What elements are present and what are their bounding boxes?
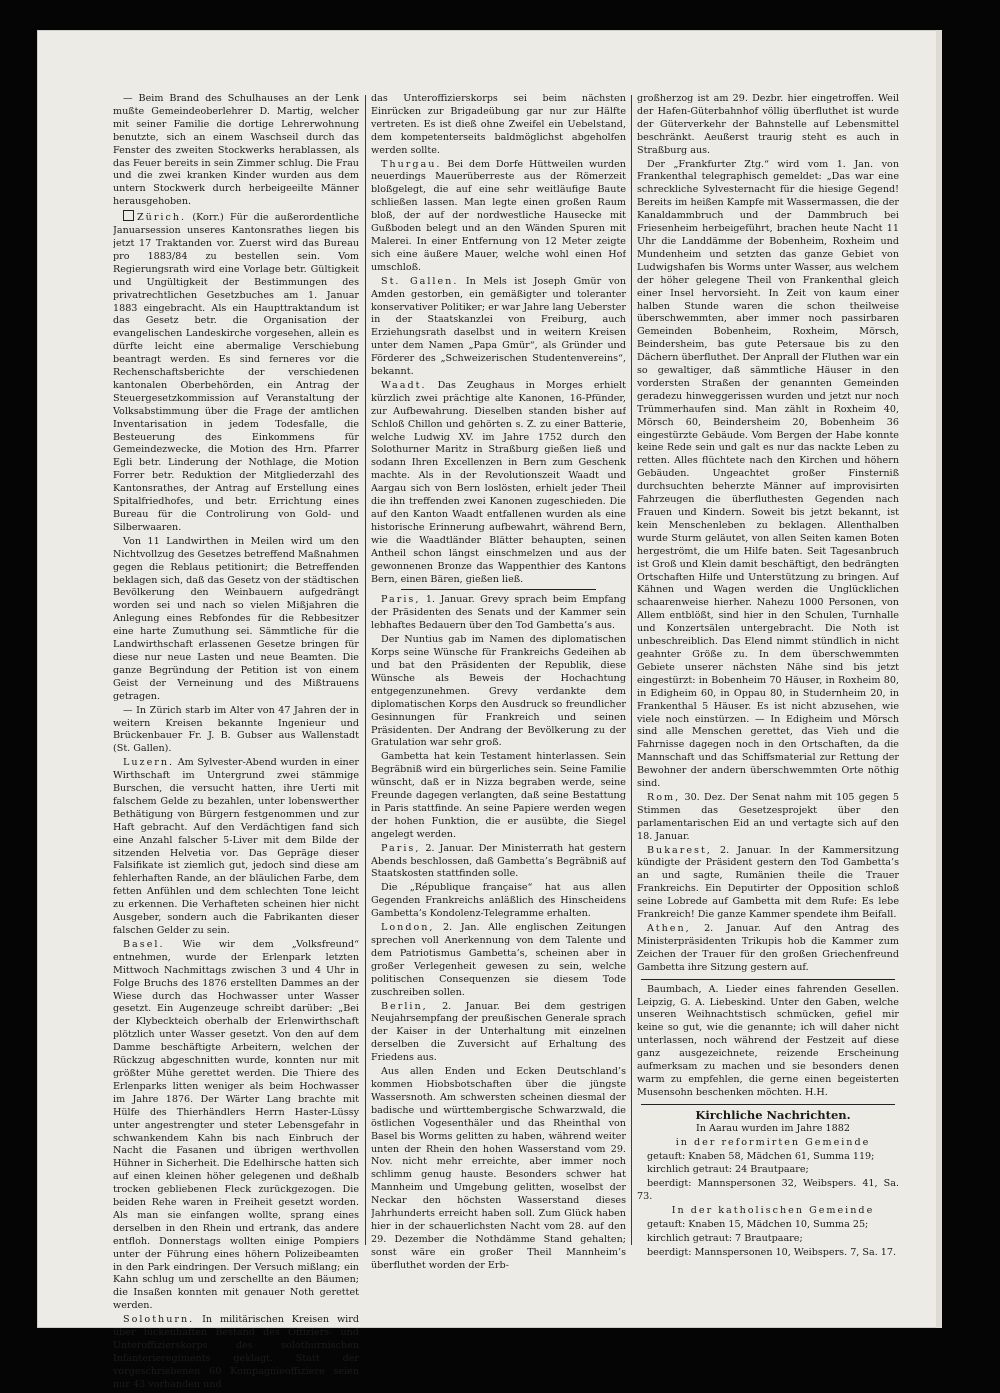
kirchliche-katholisch: In der katholischen Gemeinde <box>671 1205 875 1217</box>
article-bukarest <box>637 845 899 922</box>
article-text: Wie wir dem „Volksfreund“ entnehmen, wurde der Erlenpark letzten Mittwoch Nachmittags zwischen 3 und 4 Uhr in Folge Bruchs des 1876 erstellten Dammes an der Wiese durch das Hochwasser unter Wasser gesetzt. Ein Augenzeuge schreibt darüber: „Bei der Klybeckteich oberhalb der Erlenwirthschaft plötzlich unter Wasser gesetzt. Von den auf dem Damme beschäftigte Arbeitern, welchen der Rückzug abgeschnitten wurde, konnten nur mit größter Mühe gerettet werden. Die Thiere des Erlenparks litten weniger als beim Hochwasser im Jahre 1876. Der Wärter Lang brachte mit Hülfe des Thierhändlers Herrn Haster-Lüssy unter angestrengter und steter Lebensgefahr in schwankendem Kahn bis nach Einbruch der Nacht die Fasanen und übrigen werthvollen Hühner in Sicherheit. Die Edelhirsche hatten sich auf einen kleinen höher gelegenen und deßhalb trocken gebliebenen Fleck zurückgezogen. Die beiden Rehe waren in Freiheit gesetzt worden. Als man sie einfangen wollte, sprang eines derselben in den Rhein und ertrank, das andere entfloh. Donnerstags wollten einige Pompiers unter der Führung eines höhern Polizeibeamten in den Park eindringen. Der Versuch mißlang; ein Kahn schlug um und zerschellte an den Bäumen; die Insaßen konnten mit genauer Noth gerettet werden. <box>113 938 359 1312</box>
article-basel <box>113 939 359 1313</box>
article-text: Bei dem Dorfe Hüttweilen wurden neuerdings Mauerüberreste aus der Römerzeit bloßgelegt, die auf eine sehr weitläufige Baute schließen lassen. Man legte einen großen Raum bloß, der auf der nordwestliche Hausecke mit Gußboden belegt und an den Wänden Spuren mit Malerei. In einer Entfernung von 12 Meter zeigte sich eine äußere Mauer, welche wohl einen Hof umschloß. <box>371 158 626 273</box>
article-stgallen <box>371 276 626 379</box>
column-3 <box>637 93 899 1261</box>
ref-getraut: kirchlich getraut: 24 Brautpaare; <box>647 1164 809 1176</box>
place-name: Paris, <box>381 842 421 854</box>
article-athen <box>637 923 899 975</box>
article-wassersnoth: Aus allen Enden und Ecken Deutschland’s kommen Hiobsbotschaften über die jüngste Wassersnoth. Am schwersten scheinen diesmal der badische und württembergische Schwarzwald, die östlichen Vogesenthäler und das Rheinthal von Basel bis Worms gelitten zu haben, während weiter unten der Rhein den hohen Wasserstand vom 29. Nov. nicht mehr erreichte, aber immer noch schlimm genug hauste. Besonders schwer hat Mannheim und Umgebung gelitten, woselbst der Neckar den höchsten Wasserstand dieses Jahrhunderts erreicht haben soll. Zum Glück haben hier in der schauerlichsten Nacht vom 28. auf den 29. Dezember die Nothdämme Stand gehalten; sonst wäre ein großer Theil Mannheim’s überfluthet worden der Erb- <box>371 1066 626 1271</box>
section-divider <box>641 1104 895 1105</box>
article-text: In Mels ist Joseph Gmür von Amden gestorben, ein gemäßigter und toleranter konservativer Politiker; er war Jahre lang Ueberster in der Staatskanzlei von Freiburg, auch Erziehungsrath daselbst und in weitern Kreisen unter dem Namen „Papa Gmür“, als Gründer und Förderer des „Schweizerischen Studentenvereins“, bekannt. <box>371 275 626 378</box>
article-paris-2 <box>371 843 626 882</box>
kirchliche-heading: Kirchliche Nachrichten. <box>695 1107 851 1122</box>
ref-getauft: getauft: Knaben 58, Mädchen 61, Summa 119; <box>647 1150 875 1162</box>
article-nuntius: Der Nuntius gab im Namen des diplomatischen Korps seine Wünsche für Frankreichs Gedeihen ab und bat den Präsidenten der Republik, diese Wünsche als Beweis der Hochachtung entgegenzunehmen. Grevy verdankte dem diplomatischen Korps den Ausdruck so freundlicher Gesinnungen für Frankreich und seinen Präsidenten. Der Andrang der Bevölkerung zu der Gratulation war sehr groß. <box>371 634 626 749</box>
book-review-baumbach: Baumbach, A. Lieder eines fahrenden Gesellen. Leipzig, G. A. Liebeskind. Unter den Gaben, welche unseren Weihnachtstisch schmücken, gefiel mir keine so gut, wie die genannte; ich will daher nicht unterlassen, noch während der Festzeit auf diese ganz ausgezeichnete, reizende Erscheinung aufmerksam zu machen und sie besonders denen warm zu empfehlen, die gerne einen begeisterten Musensohn beschenken möchten. H.H. <box>637 983 899 1098</box>
place-name: Basel. <box>123 938 165 950</box>
article-thurgau <box>371 159 626 275</box>
kath-beerdigt: beerdigt: Mannspersonen 10, Weibspers. 7, Sa. 17. <box>647 1246 897 1258</box>
place-name: Athen, <box>647 923 691 934</box>
column-divider-2 <box>631 95 632 1245</box>
kath-getraut: kirchlich getraut: 7 Brautpaare; <box>647 1232 803 1244</box>
article-zuerich <box>113 210 359 535</box>
article-solothurn <box>113 1314 359 1391</box>
place-name: Zürich. <box>137 212 187 224</box>
article-text: 2. Januar. In der Kammersitzung kündigte der Präsident gestern den Tod Gambetta’s an und sagte, Rumänien theile die Trauer Frankreichs. Ein Deputirter der Opposition schloß seine Lobrede auf Gambetta mit dem Rufe: Es lebe Frankreich! Die ganze Kammer spendete ihm Beifall. <box>637 844 899 921</box>
article-rom <box>637 792 899 844</box>
place-name: St. Gallen. <box>381 275 459 287</box>
article-luzern <box>113 757 359 938</box>
place-name: Paris, <box>381 594 421 606</box>
article-paris-1 <box>371 594 626 633</box>
place-name: Solothurn. <box>123 1314 195 1326</box>
article-lenk: — Beim Brand des Schulhauses an der Lenk mußte Gemeindeoberlehrer D. Martig, welcher mit seiner Familie die dortige Lehrerwohnung benutzte, sich an einem Waschseil durch das Fenster des zweiten Stockwerks herablassen, als das Feuer bereits in sein Zimmer schlug. Die Frau und die zwei kranken Kinder wurden aus dem untern Stockwerk durch herbeigeeilte Männer herausgehoben. <box>113 93 359 208</box>
article-gubser: — In Zürich starb im Alter von 47 Jahren der in weitern Kreisen bekannte Ingenieur und Brückenbauer Fr. J. B. Gubser aus Wallenstadt (St. Gallen). <box>113 704 359 755</box>
place-name: Thurgau. <box>381 158 442 170</box>
article-text: 1. Januar. Grevy sprach beim Empfang der Präsidenten des Senats und der Kammer sein lebhaftes Bedauern über den Tod Gambetta’s aus. <box>371 594 626 632</box>
article-wassersnoth-cont: großherzog ist am 29. Dezbr. hier eingetroffen. Weil der Hafen-Güterbahnhof völlig überfluthet ist wurde der Güterverkehr der Bahnstelle auf Lebensmittel beschränkt. Aeußerst traurig steht es auch in Straßburg aus. <box>637 93 899 156</box>
column-1 <box>113 93 359 1393</box>
article-text: 2. Januar. Der Ministerrath hat gestern Abends beschlossen, daß Gambetta’s Begräbniß auf Staatskosten stattfinden solle. <box>371 842 626 880</box>
page-edge <box>936 30 942 1328</box>
kirchliche-reformirt: in der reformirten Gemeinde <box>675 1136 871 1148</box>
article-text: 2. Januar. Bei dem gestrigen Neujahrsempfang der preußischen Generale sprach der Kaiser in der Unterhaltung mit einzelnen derselben die Zuversicht auf Erhaltung des Friedens aus. <box>371 1000 626 1064</box>
section-divider <box>641 979 895 980</box>
place-name: Luzern. <box>123 757 175 769</box>
article-republique: Die „République française“ hat aus allen Gegenden Frankreichs anläßlich des Hinscheidens Gambetta’s Kondolenz-Telegramme erhalten. <box>371 882 626 920</box>
place-name: London, <box>381 922 435 934</box>
article-meilen: Von 11 Landwirthen in Meilen wird um den Nichtvollzug des Gesetzes betreffend Maßnahmen gegen die Reblaus petitionirt; die Betreffenden beklagen sich, daß das Gesetz von der städtischen Bevölkerung den Weinbauern aufgedrängt worden sei und nach so vielen Mißjahren die Anlegung eines Rebfondes für die Rebbesitzer eine harte Zumuthung sei. Sämmtliche für die Landwirthschaft erlassenen Gesetze bringen für diese nur neue Lasten und neue Beamten. Die ganze Begründung der Petition ist von einem Geist der Verneinung und des Mißtrauens getragen. <box>113 535 359 702</box>
place-name: Rom, <box>647 791 681 803</box>
column-divider-1 <box>365 95 366 1245</box>
article-solothurn-cont: das Unteroffizierskorps sei beim nächsten Einrücken zur Brigadeübung gar nur zur Hälfte vertreten. Es ist dieß ohne Zweifel ein Uebelstand, dem kompetenterseits baldmöglichst abgeholfen werden sollte. <box>371 93 626 156</box>
article-gambetta-testament: Gambetta hat kein Testament hinterlassen. Sein Begräbniß wird ein bürgerliches sein. Seine Familie wünscht, daß er in Nizza begraben werde, seine Freunde dagegen verlangten, daß seine Bestattung in Paris stattfinde. An seine Papiere werden wegen der hohen Funktion, die er ausübte, die Siegel angelegt werden. <box>371 751 626 840</box>
kirchliche-intro: In Aarau wurden im Jahre 1882 <box>696 1122 850 1134</box>
article-text: Das Zeughaus in Morges erhielt kürzlich zwei prächtige alte Kanonen, 16-Pfünder, zur Aufbewahrung. Dieselben standen bisher auf Schloß Chillon und gehörten s. Z. zu einer Batterie, welche Ludwig XV. im Jahre 1752 durch den Solothurner Maritz in Straßburg gießen ließ und sodann Ihren Excellenzen in Bern zum Geschenk machte. Als in der Revolutionszeit Waadt und Aargau sich von Bern loslösten, erhielt jeder Theil die ihn treffenden zwei Kanonen zugeschieden. Die auf den Kanton Waadt entfallenen wurden als eine historische Erinnerung aufbewahrt, während Bern, wie die Waadtländer Blätter behaupten, seinen Antheil schon längst einschmelzen und aus der gewonnenen Bronze das Wappenthier des Kantons Bern, einen Bären, gießen ließ. <box>371 379 626 585</box>
place-name: Bukarest, <box>647 844 712 856</box>
column-2 <box>371 93 626 1274</box>
article-waadt <box>371 380 626 587</box>
article-text: 30. Dez. Der Senat nahm mit 105 gegen 5 Stimmen das Gesetzesprojekt über den parlamentarischen Eid an und vertagte sich auf den 18. Januar. <box>637 791 899 842</box>
article-text: Am Sylvester-Abend wurden in einer Wirthschaft im Untergrund zwei stämmige Burschen, die versucht hatten, ihre Uerti mit falschem Gelde zu bezahlen, unter lobenswerther Bethätigung von Bürgern festgenommen und zur Haft gebracht. Auf den Verdächtigen fand sich eine Anzahl falscher 5-Liver mit dem Bilde der sitzenden Helvetia vor. Das Gepräge dieser Falsifikate ist ziemlich gut, jedoch sind diese am fehlerhaften Rande, an der bläulichen Farbe, dem fetten Anfühlen und dem schlechten Tone leicht zu erkennen. Die Verhafteten scheinen hier nicht Ausgeber, sondern auch die Fabrikanten dieser falschen Gelder zu sein. <box>113 757 359 936</box>
place-name: Berlin, <box>381 1000 428 1012</box>
article-text: In militärischen Kreisen wird über lückenhaften Bestand des Offiziers- und Unteroffizierskorps des solothurnischen Infanterieregiments geklagt. Statt der vorgeschriebenen 60 Kompagnieoffiziere seien nur 43 vorhanden und <box>113 1314 359 1390</box>
ref-beerdigt: beerdigt: Mannspersonen 32, Weibspers. 41, Sa. 73. <box>637 1178 899 1203</box>
place-name: Waadt. <box>381 379 427 391</box>
article-london <box>371 922 626 999</box>
article-frankenthal: Der „Frankfurter Ztg.“ wird vom 1. Jan. von Frankenthal telegraphisch gemeldet: „Das war eine schreckliche Sylvesternacht für die hiesige Gegend! Bereits im heißen Kampfe mit Wassermassen, die der Kanaldammbruch und der Dammbruch bei Friesenheim herbeigeführt, brachen heute Nacht 11 Uhr die Landdämme der Bobenheim, Roxheim und Mundenheim und setzten das ganze Gebiet von Ludwigshafen bis Worms unter Wasser, aus welchem der höher gelegene Theil von Frankenthal gleich einer Insel hervorsieht. In Zeit von kaum einer halben Stunde waren die schon theilweise überschwemmten, aber immer noch passirbaren Gemeinden Bobenheim, Roxheim, Mörsch, Beindersheim, bas gute Petersaue bis zu den Dächern überfluthet. Der Anprall der Fluthen war ein so gewaltiger, daß sämmtliche Häuser in den vordersten Straßen der genannten Gemeinden geradezu hinweggerissen wurden und jetzt nur noch Trümmerhaufen sind. Man zählt in Roxheim 40, Mörsch 60, Beindersheim 20, Bobenheim 36 eingestürzte Gebäude. Vom Bergen der Habe konnte keine Rede sein und galt es nur das nackte Leben zu retten. Alles flüchtete nach den Kirchen und höhern Gebäuden. Ungeachtet großer Finsterniß durchsuchten beherzte Männer auf improvisirten Fahrzeugen die überfluthesten Gegenden nach Frauen und Kindern. Soweit bis jetzt bekannt, ist kein Menschenleben zu beklagen. Allenthalben wurde Sturm geläutet, von allen Seiten kamen Boten hergeströmt, die um Hilfe baten. Seit Tagesanbruch ist Groß und Klein damit beschäftigt, den bedrängten Ortschaften Hilfe und Unterstützung zu bringen. Auf Kähnen und Wagen werden die Unglücklichen schaarenweise hierher. Nahezu 1000 Personen, von Allem entblößt, sind hier in den Schulen, Turnhalle und Konzertsälen untergebracht. Die Noth ist unbeschreiblich. Das Elend nimmt stündlich in nicht geahnter Größe zu. In dem überschwemmten Gebiete unserer nächsten Nähe sind bis jetzt eingestürzt: in Bobenheim 70 Häuser, in Roxheim 80, in Edigheim 60, in Oppau 80, in Studernheim 20, in Frankenthal 5 Häuser. Es ist nicht abzusehen, wie viele noch einstürzen. — In Edigheim und Mörsch sind alle Menschen gerettet, das Vieh und die Fahrnisse dagegen noch in den Ortschaften, da die Mannschaft und das Schiffsmaterial zur Rettung der Bewohner der andern überschwemmten Orte nöthig sind. <box>637 158 899 790</box>
checkbox-icon <box>123 210 134 221</box>
article-text: (Korr.) Für die außerordentliche Januarsession unseres Kantonsrathes liegen bis jetzt 17 Traktanden vor. Zuerst wird das Bureau pro 1883/84 zu bestellen sein. Vom Regierungsrath wird eine Vorlage betr. Gültigkeit und Ungültigkeit der Bestimmungen des privatrechtlichen Gesetzbuches am 1. Januar 1883 eingebracht. Als ein Haupttraktandum ist das Gesetz betr. die Organisation der evangelischen Landeskirche vorgesehen, allein es dürfte leicht eine abermalige Verschiebung beantragt werden. Es sind ferneres vor die Rechenschaftsberichte der verschiedenen kantonalen Oberbehörden, ein Antrag der Steuergesetzkommission auf Veranstaltung der Volksabstimmung über die Frage der amtlichen Inventarisation in jedem Todesfalle, die Besteuerung des Einkommens für Gemeindezwecke, die Motion des Hrn. Pfarrer Egli betr. Linderung der Nothlage, die Motion Forrer betr. Reduktion der Mitgliederzahl des Kantonsrathes, der Antrag auf Erstellung eines Spitalfriedhofes, und betr. Errichtung eines Bureau für die Controlirung von Gold- und Silberwaaren. <box>113 212 359 533</box>
kath-getauft: getauft: Knaben 15, Mädchen 10, Summa 25; <box>647 1219 869 1231</box>
article-text: 2. Januar. Auf den Antrag des Ministerpräsidenten Trikupis hob die Kammer zum Zeichen der Trauer für den großen Griechenfreund Gambetta ihre Sitzung gestern auf. <box>637 923 899 973</box>
article-text: 2. Jan. Alle englischen Zeitungen sprechen voll Anerkennung von dem Talente und dem Patriotismus Gambetta’s, scheinen aber in großer Verlegenheit gewesen zu sein, welche politischen Consequenzen sie diesem Tode zuschreiben sollen. <box>371 922 626 998</box>
article-berlin <box>371 1001 626 1066</box>
section-divider <box>401 589 596 590</box>
